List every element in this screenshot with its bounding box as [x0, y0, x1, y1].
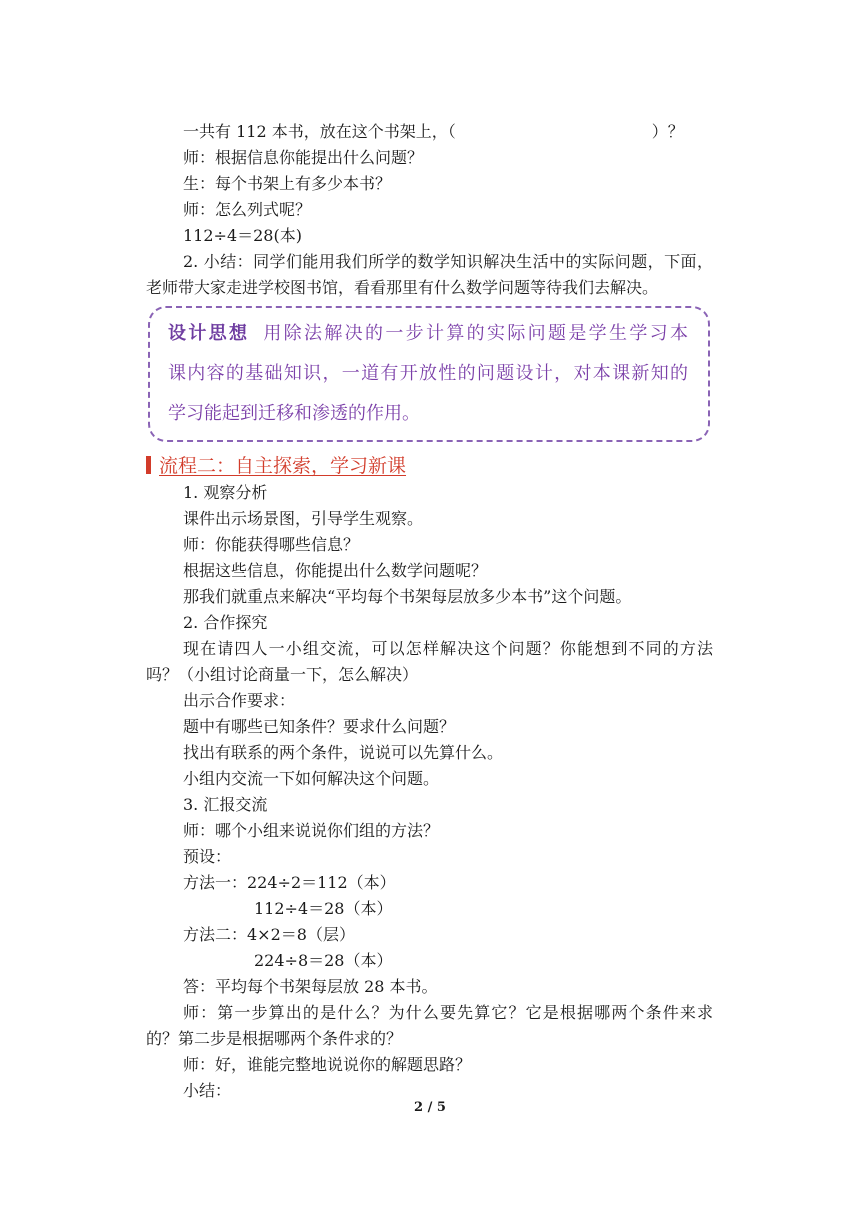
design-note-text: 用除法解决的一步计算的实际问题是学生学习本 [263, 323, 689, 344]
text-line: 师：怎么列式呢？ [183, 200, 312, 219]
text-line: 现在请四人一小组交流，可以怎样解决这个问题？你能想到不同的方法 [183, 639, 713, 658]
text-line: 方法一：224÷2＝112（本） [183, 873, 396, 892]
text-line: 老师带大家走进学校图书馆，看看那里有什么数学问题等待我们去解决。 [146, 278, 659, 297]
text-line: 师：第一步算出的是什么？为什么要先算它？它是根据哪两个条件来求 [183, 1003, 713, 1022]
section-heading-text: 流程二：自主探索，学习新课 [159, 455, 407, 477]
text-line: 课件出示场景图，引导学生观察。 [183, 509, 424, 528]
text-line: 题中有哪些已知条件？要求什么问题？ [183, 717, 456, 736]
question-text: 一共有 112 本书，放在这个书架上，（ [183, 122, 456, 141]
text-line: 224÷8＝28（本） [254, 951, 393, 970]
text-line: 1. 观察分析 [183, 483, 268, 502]
text-line: 答：平均每个书架每层放 28 本书。 [183, 977, 438, 996]
design-note-title: 设计思想 [168, 323, 250, 344]
text-line: 小结： [183, 1081, 232, 1100]
page-number: 2 / 5 [414, 1100, 446, 1115]
text-line: 找出有联系的两个条件，说说可以先算什么。 [183, 743, 504, 762]
question-end: ）？ [651, 122, 684, 141]
text-line: 预设： [183, 847, 232, 866]
text-line: 的？第二步是根据哪两个条件求的？ [146, 1029, 403, 1048]
text-line: 112÷4＝28(本) [183, 226, 302, 245]
section-bar-marker [146, 456, 151, 474]
text-line: 根据这些信息，你能提出什么数学问题呢？ [183, 561, 488, 580]
section-heading [146, 453, 406, 479]
text-line: 2. 合作探究 [183, 613, 268, 632]
text-line: 2. 小结：同学们能用我们所学的数学知识解决生活中的实际问题，下面， [183, 252, 713, 271]
text-line: 方法二：4×2＝8（层） [183, 925, 355, 944]
text-line: 师：根据信息你能提出什么问题？ [183, 148, 424, 167]
text-line: 小组内交流一下如何解决这个问题。 [183, 769, 440, 788]
design-note-line: 学习能起到迁移和渗透的作用。 [168, 403, 420, 424]
design-note-line [168, 320, 688, 348]
text-line: 那我们就重点来解决“平均每个书架每层放多少本书”这个问题。 [183, 587, 632, 606]
text-line: 师：哪个小组来说说你们组的方法？ [183, 821, 440, 840]
text-line: 出示合作要求： [183, 691, 296, 710]
text-line: 吗？（小组讨论商量一下，怎么解决） [146, 665, 419, 684]
text-line: 师：你能获得哪些信息？ [183, 535, 360, 554]
design-note-line: 课内容的基础知识，一道有开放性的问题设计，对本课新知的 [168, 363, 688, 384]
text-line: 师：好，谁能完整地说说你的解题思路？ [183, 1055, 472, 1074]
text-line: 3. 汇报交流 [183, 795, 268, 814]
text-line: 112÷4＝28（本） [254, 899, 393, 918]
text-line [183, 120, 763, 144]
text-line: 生：每个书架上有多少本书？ [183, 174, 392, 193]
